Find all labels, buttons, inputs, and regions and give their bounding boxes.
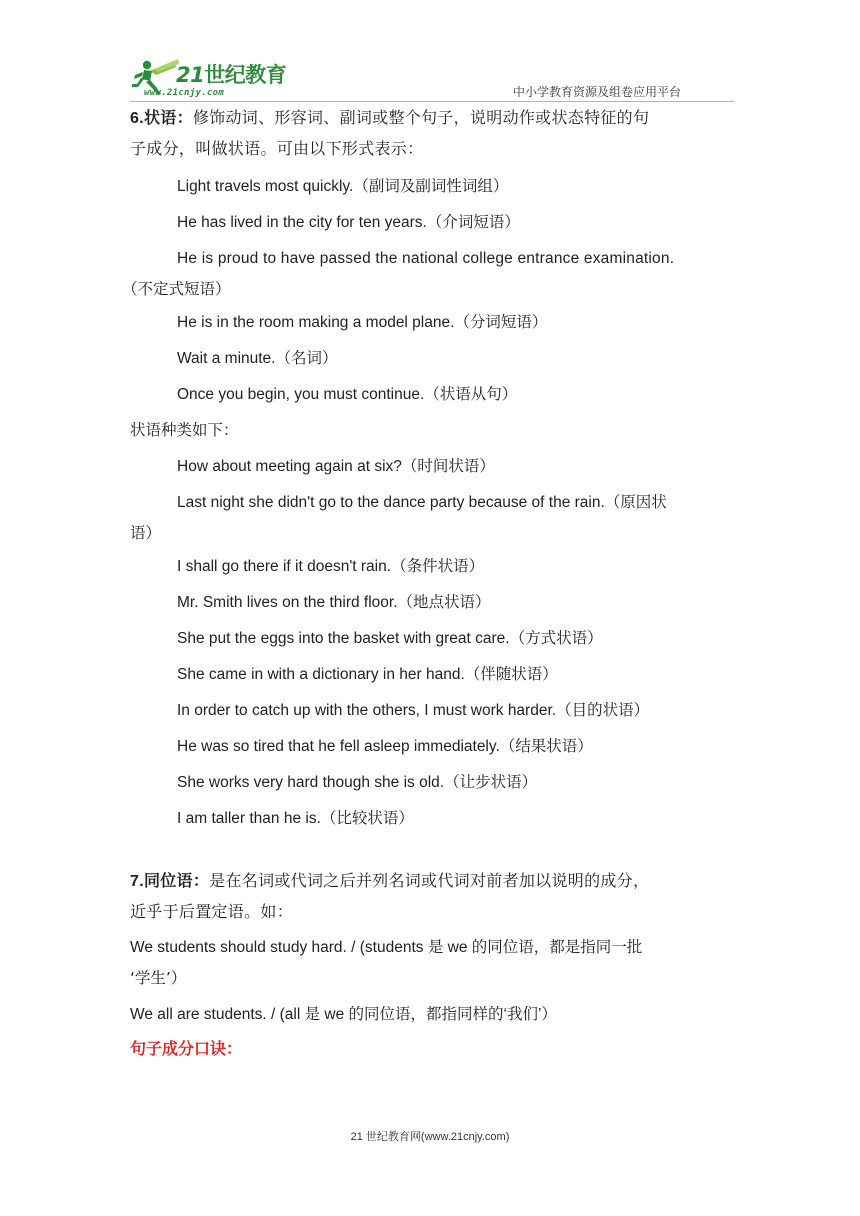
section-adverbial xyxy=(122,103,734,836)
example-line: I shall go there if it doesn't rain.（条件状语） xyxy=(177,557,485,575)
example-line: She put the eggs into the basket with great care.（方式状语） xyxy=(177,629,603,647)
platform-name: 中小学教育资源及组卷应用平台 xyxy=(513,85,682,99)
appositive-example: We students should study hard. / (students 是 we 的同位语，都是指同一批 ‘学生’） xyxy=(130,939,643,987)
example-line: He is in the room making a model plane.（分词短语） xyxy=(177,313,548,331)
example-line: Once you begin, you must continue.（状语从句） xyxy=(177,385,518,403)
example-line: Last night she didn't go to the dance party because of the rain.（原因状 语） xyxy=(130,493,667,542)
example-line: He is proud to have passed the national college entrance examination. （不定式短语） xyxy=(122,250,675,298)
section7-heading: 7.同位语： xyxy=(130,871,210,890)
page-header xyxy=(0,0,860,100)
example-line: Light travels most quickly.（副词及副词性词组） xyxy=(177,177,509,195)
example-line: In order to catch up with the others, I must work harder.（目的状语） xyxy=(177,701,650,719)
mnemonic-heading: 句子成分口诀： xyxy=(130,1039,243,1058)
page-footer: 21 世纪教育网(www.21cnjy.com) xyxy=(350,1131,510,1143)
logo-url: www.21cnjy.com xyxy=(144,88,225,98)
appositive-example: We all are students. / (all 是 we 的同位语，都指同样的‘我们’） xyxy=(130,1006,557,1023)
section6-intro: 6.状语：修饰动词、形容词、副词或整个句子，说明动作或状态特征的句 子成分，叫做状语。可由以下形式表示： xyxy=(130,108,650,158)
example-line: Mr. Smith lives on the third floor.（地点状语） xyxy=(177,593,491,611)
section7-intro: 7.同位语：是在名词或代词之后并列名词或代词对前者加以说明的成分， 近乎于后置定语。如： xyxy=(130,871,650,921)
example-line: She works very hard though she is old.（让步状语） xyxy=(177,773,538,791)
document-body xyxy=(122,103,734,1064)
example-line: Wait a minute.（名词） xyxy=(177,349,338,367)
example-line: How about meeting again at six?（时间状语） xyxy=(177,457,495,475)
types-heading: 状语种类如下： xyxy=(130,421,239,439)
section6-heading: 6.状语： xyxy=(130,108,193,127)
example-line: She came in with a dictionary in her hand.（伴随状语） xyxy=(177,665,558,683)
logo xyxy=(130,55,310,101)
example-line: He was so tired that he fell asleep immediately.（结果状语） xyxy=(177,737,593,755)
logo-wordmark: 21世纪教育 xyxy=(176,63,287,87)
example-line: He has lived in the city for ten years.（介词短语） xyxy=(177,213,520,231)
header-divider xyxy=(130,101,734,102)
section-appositive xyxy=(130,866,734,1064)
example-line: I am taller than he is.（比较状语） xyxy=(177,809,414,827)
